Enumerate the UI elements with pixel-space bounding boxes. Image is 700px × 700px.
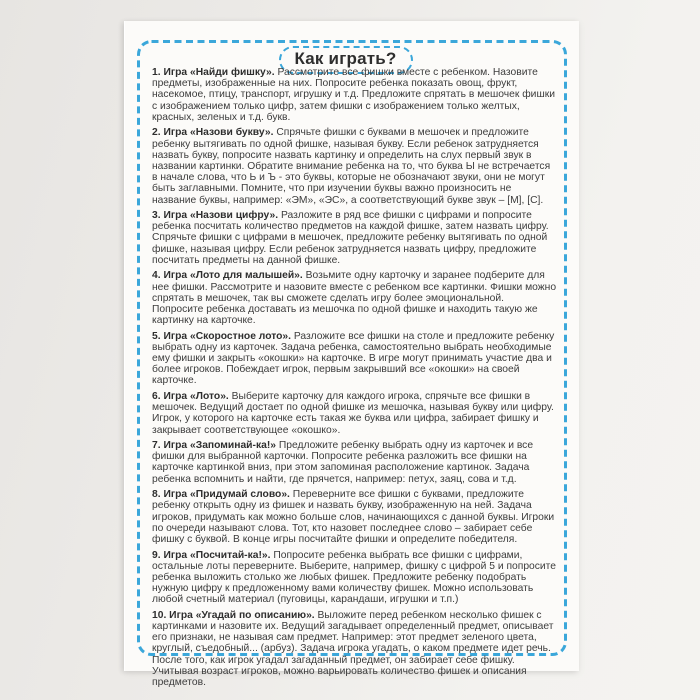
instruction-lead: 4. Игра «Лото для малышей». [152,270,303,282]
instruction-lead: 5. Игра «Скоростное лото». [152,330,292,342]
instruction-lead: 2. Игра «Назови букву». [152,127,274,139]
instructions-list [152,67,558,693]
instruction-body: Выберите карточку для каждого игрока, спрячьте все фишки в мешочек. Ведущий достает по одной фишке из мешочка, называя букву или цифру. Игрок, у которого на карточке есть такая же буква или цифра, забирает фишку и закрывает соответствующее «окошко». [152,390,554,436]
instruction-item [152,67,558,123]
instruction-item [152,489,558,545]
instruction-body: Выложите перед ребенком несколько фишек с картинками и назовите их. Ведущий загадывает определенный предмет, описывает его признаки, не называя сам предмет. Например: этот предмет зеленого цвета, круглый, съедобный... (арбуз). Задача игрока угадать, о каком предмете идет речь. После того, как игрок угадал загаданный предмет, он забирает себе фишку. Учитывая возраст игроков, можно варьировать количество фишек и описания предметов. [152,609,554,689]
instruction-body: Разложите все фишки на столе и предложите ребенку выбрать одну из карточек. Задача ребенка, самостоятельно выбрать необходимые ему фишки и закрыть «окошки» на карточке. В игре могут принимать участие два и более игроков. Побеждает игрок, первым закрывший все «окошки» на своей карточке. [152,330,555,387]
instruction-item [152,391,558,436]
instruction-body: Предложите ребенку выбрать одну из карточек и все фишки для выбранной карточки. Попросите ребенка разложить все фишки на карточке картинкой вниз, при этом запоминая расположение картинок. Задача ребенка вспомнить и найти, где прячется, например: петух, заяц, сова и т.д. [152,440,534,485]
instruction-item [152,440,558,485]
instruction-lead: 1. Игра «Найди фишку». [152,67,275,78]
instruction-sheet [124,21,579,689]
instruction-item [152,210,558,266]
instruction-body: Рассмотрите все фишки вместе с ребенком. Назовите предметы, изображенные на них. Попросите ребенка показать овощ, фрукт, насекомое, птицу, транспорт, игрушку и т.д. Предложите спрятать в мешочек фишки с изображением только цифр, затем фишки с изображением только желтых, красных, зеленых и т.д. букв. [152,67,555,123]
instruction-body: Разложите в ряд все фишки с цифрами и попросите ребенка посчитать количество предметов на каждой фишке, затем назвать цифру. Спрячьте фишки с цифрами в мешочек, предложите ребенку вытягивать по одной фишке, называя цифру. Если ребенок затрудняется назвать цифру, предложите посчитать предметы на данной фишке. [152,210,549,266]
instruction-body: Попросите ребенка выбрать все фишки с цифрами, остальные лоты переверните. Выберите, например, фишку с цифрой 5 и попросите ребенка выложить столько же любых фишек. Предложите ребенку подобрать нужную цифру к предложенному вами количеству фишек. Можно использовать любой счетный материал (пуговицы, карандаши, игрушки и т.п.) [152,549,556,606]
instruction-lead: 9. Игра «Посчитай-ка!». [152,549,271,561]
instruction-lead: 6. Игра «Лото». [152,390,229,402]
instruction-item [152,331,558,387]
instruction-lead: 10. Игра «Угадай по описанию». [152,609,315,621]
instruction-item [152,127,558,205]
instruction-item [152,550,558,606]
instruction-lead: 3. Игра «Назови цифру». [152,210,279,222]
page-title: Как играть? [294,49,397,68]
instruction-lead: 8. Игра «Придумай слово». [152,489,290,501]
instruction-body: Возьмите одну карточку и заранее подберите для нее фишки. Рассмотрите и назовите вместе с ребенком все картинки. Фишки можно спрятать в мешочек, так вы сможете сделать игру более эмоциональной. Попросите ребенка доставать из мешочка по одной фишке и находить такую же картинку на карточке. [152,270,557,327]
instruction-body: Спрячьте фишки с буквами в мешочек и предложите ребенку вытягивать по одной фишке, называя букву. Если ребенок затрудняется назвать букву, попросите назвать картинку и определить на слух первый звук в названии картинки. Обратите внимание ребенка на то, что буква Ы не встречается в начале слова, что Ь и Ъ - это буквы, которые не обозначают звуки, они не могут быть заглавными. Помните, что при изучении буквы важно произносить не название буквы, например: «ЭМ», «ЭС», а соответствующий букве звук – [М], [С]. [152,127,551,206]
instruction-item [152,610,558,688]
instruction-body: Переверните все фишки с буквами, предложите ребенку открыть одну из фишек и назвать букву, изображенную на ней. Задача игроков, придумать как можно больше слов, начинающихся с данной буквы. Игроки по очереди называют слова. Тот, кто назовет последнее слово – забирает себе фишку с буквой. В конце игры посчитайте фишки и определите победителя. [152,489,555,545]
instruction-lead: 7. Игра «Запоминай-ка!» [152,440,276,452]
instruction-item [152,270,558,326]
